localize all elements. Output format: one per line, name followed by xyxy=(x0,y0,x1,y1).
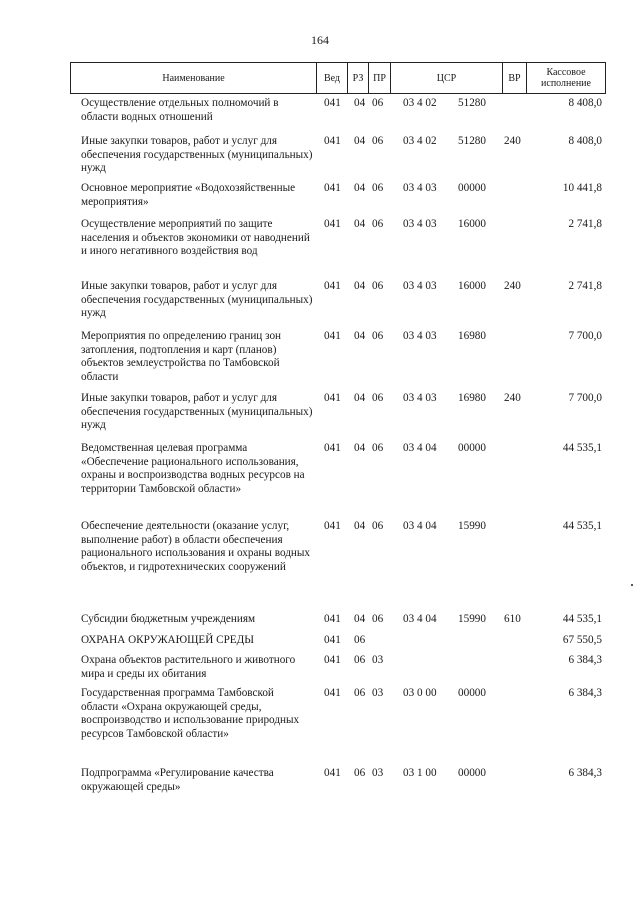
row-csr-number: 00000 xyxy=(458,442,486,454)
row-vr: 240 xyxy=(504,392,521,404)
row-pr: 03 xyxy=(372,654,384,666)
row-vr: 240 xyxy=(504,135,521,147)
row-name: Государственная программа Тамбовской области «Охрана окружающей среды, воспроизводство и использование природных ресурсов Тамбовской области» xyxy=(81,687,300,740)
row-csr-number: 51280 xyxy=(458,97,486,109)
row-rz: 06 xyxy=(354,654,366,666)
row-csr: 03 4 04 xyxy=(403,520,437,532)
row-amount: 7 700,0 xyxy=(568,330,602,342)
row-ved: 041 xyxy=(324,97,341,109)
row-ved: 041 xyxy=(324,613,341,625)
row-csr: 03 0 00 xyxy=(403,687,437,699)
row-name: Иные закупки товаров, работ и услуг для обеспечения государственных (муниципальных) нужд xyxy=(81,392,313,431)
row-csr: 03 4 03 xyxy=(403,218,437,230)
scan-mark xyxy=(631,584,633,586)
page-number: 164 xyxy=(311,33,329,47)
row-name: Охрана объектов растительного и животного мира и среды их обитания xyxy=(81,654,296,680)
row-rz: 06 xyxy=(354,687,366,699)
row-rz: 04 xyxy=(354,182,366,194)
row-amount: 10 441,8 xyxy=(562,182,602,194)
row-csr-number: 00000 xyxy=(458,687,486,699)
header-pr: ПР xyxy=(373,72,386,84)
row-csr-number: 00000 xyxy=(458,182,486,194)
row-name: Ведомственная целевая программа «Обеспечение рационального использования, охраны и воспроизводства водных ресурсов на территории Тамбовской области» xyxy=(81,442,305,495)
row-csr: 03 4 03 xyxy=(403,182,437,194)
row-ved: 041 xyxy=(324,654,341,666)
row-rz: 06 xyxy=(354,767,366,779)
row-csr: 03 1 00 xyxy=(403,767,437,779)
row-amount: 6 384,3 xyxy=(568,654,602,666)
row-csr: 03 4 02 xyxy=(403,97,437,109)
row-ved: 041 xyxy=(324,135,341,147)
row-amount: 7 700,0 xyxy=(568,392,602,404)
row-amount: 6 384,3 xyxy=(568,687,602,699)
row-pr: 06 xyxy=(372,520,384,532)
row-ved: 041 xyxy=(324,218,341,230)
row-csr-number: 16980 xyxy=(458,392,486,404)
row-amount: 44 535,1 xyxy=(562,613,602,625)
row-name: Обеспечение деятельности (оказание услуг, выполнение работ) в области обеспечения рационального использования и охраны водных объектов, и гидротехнических сооружений xyxy=(81,520,310,573)
row-rz: 06 xyxy=(354,634,366,646)
row-rz: 04 xyxy=(354,613,366,625)
row-name: Мероприятия по определению границ зон затопления, подтопления и карт (планов) объектов землеустройства по Тамбовской области xyxy=(81,330,282,383)
row-rz: 04 xyxy=(354,218,366,230)
row-pr: 06 xyxy=(372,280,384,292)
row-ved: 041 xyxy=(324,687,341,699)
row-amount: 44 535,1 xyxy=(562,520,602,532)
row-pr: 06 xyxy=(372,442,384,454)
row-ved: 041 xyxy=(324,442,341,454)
row-name: Основное мероприятие «Водохозяйственные мероприятия» xyxy=(81,182,296,208)
row-amount: 8 408,0 xyxy=(568,97,602,109)
header-rz: РЗ xyxy=(352,72,364,84)
header-vr: ВР xyxy=(508,72,521,84)
row-csr: 03 4 02 xyxy=(403,135,437,147)
row-rz: 04 xyxy=(354,280,366,292)
row-csr: 03 4 03 xyxy=(403,280,437,292)
row-ved: 041 xyxy=(324,280,341,292)
row-rz: 04 xyxy=(354,392,366,404)
row-rz: 04 xyxy=(354,330,366,342)
header-csr: ЦСР xyxy=(436,72,457,84)
row-amount: 6 384,3 xyxy=(568,767,602,779)
row-pr: 06 xyxy=(372,392,384,404)
header-name: Наименование xyxy=(162,72,225,84)
row-name: ОХРАНА ОКРУЖАЮЩЕЙ СРЕДЫ xyxy=(81,634,255,646)
row-pr: 06 xyxy=(372,613,384,625)
row-rz: 04 xyxy=(354,135,366,147)
row-ved: 041 xyxy=(324,634,341,646)
row-ved: 041 xyxy=(324,767,341,779)
row-name: Осуществление отдельных полномочий в области водных отношений xyxy=(81,97,279,123)
header-ved: Вед xyxy=(323,72,341,84)
row-name: Подпрограмма «Регулирование качества окружающей среды» xyxy=(81,767,274,793)
row-pr: 06 xyxy=(372,135,384,147)
row-vr: 610 xyxy=(504,613,521,625)
row-rz: 04 xyxy=(354,520,366,532)
row-pr: 03 xyxy=(372,687,384,699)
row-amount: 2 741,8 xyxy=(568,218,602,230)
row-amount: 2 741,8 xyxy=(568,280,602,292)
row-vr: 240 xyxy=(504,280,521,292)
row-ved: 041 xyxy=(324,520,341,532)
header-amount: Кассовое исполнение xyxy=(541,67,591,89)
row-ved: 041 xyxy=(324,330,341,342)
row-ved: 041 xyxy=(324,392,341,404)
row-amount: 8 408,0 xyxy=(568,135,602,147)
row-csr-number: 16000 xyxy=(458,280,486,292)
row-ved: 041 xyxy=(324,182,341,194)
row-name: Осуществление мероприятий по защите населения и объектов экономики от наводнений и иного негативного воздействия вод xyxy=(81,218,310,257)
row-csr-number: 15990 xyxy=(458,613,486,625)
row-csr: 03 4 04 xyxy=(403,613,437,625)
row-pr: 06 xyxy=(372,218,384,230)
row-csr-number: 51280 xyxy=(458,135,486,147)
row-name: Субсидии бюджетным учреждениям xyxy=(81,613,256,625)
row-amount: 67 550,5 xyxy=(562,634,602,646)
row-csr-number: 16980 xyxy=(458,330,486,342)
row-name: Иные закупки товаров, работ и услуг для обеспечения государственных (муниципальных) нужд xyxy=(81,135,313,174)
row-name: Иные закупки товаров, работ и услуг для обеспечения государственных (муниципальных) нужд xyxy=(81,280,313,319)
row-pr: 06 xyxy=(372,97,384,109)
row-csr-number: 15990 xyxy=(458,520,486,532)
table-header xyxy=(70,62,606,94)
row-csr: 03 4 04 xyxy=(403,442,437,454)
row-csr: 03 4 03 xyxy=(403,330,437,342)
row-pr: 03 xyxy=(372,767,384,779)
row-amount: 44 535,1 xyxy=(562,442,602,454)
row-csr-number: 16000 xyxy=(458,218,486,230)
row-rz: 04 xyxy=(354,442,366,454)
row-pr: 06 xyxy=(372,330,384,342)
row-rz: 04 xyxy=(354,97,366,109)
row-pr: 06 xyxy=(372,182,384,194)
row-csr-number: 00000 xyxy=(458,767,486,779)
row-csr: 03 4 03 xyxy=(403,392,437,404)
